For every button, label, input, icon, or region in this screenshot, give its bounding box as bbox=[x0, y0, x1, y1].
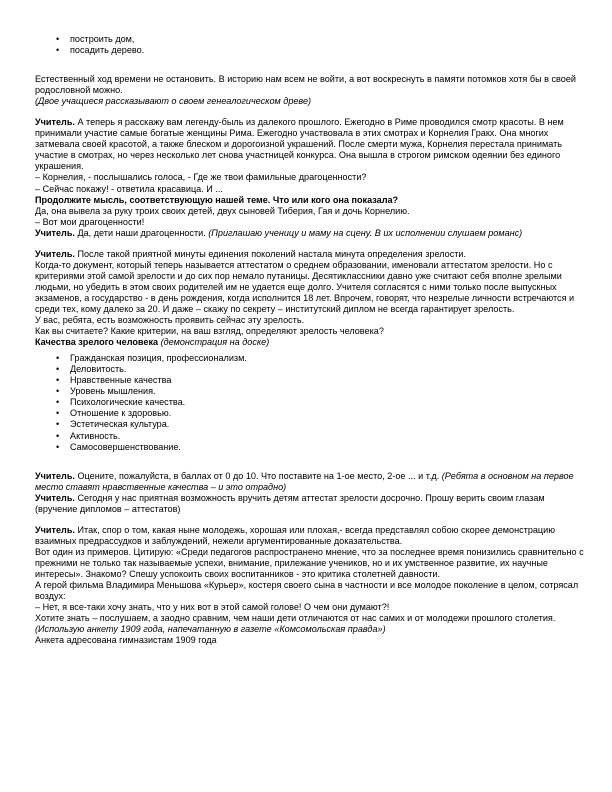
qualities-list bbox=[35, 353, 587, 452]
answer-line: Да, она вывела за руку троих своих детей, двух сыновей Тиберия, Гая и дочь Корнелию. bbox=[35, 205, 410, 216]
teacher-label: Учитель. bbox=[35, 227, 75, 238]
treasures-paragraph bbox=[35, 228, 587, 239]
list-item: • Деловитость. bbox=[70, 364, 587, 375]
survey-line: Анкета адресована гимназистам 1909 года bbox=[35, 635, 217, 646]
list-item: • Самосовершенствование. bbox=[70, 442, 587, 453]
teacher-label: Учитель. bbox=[35, 492, 75, 503]
teacher-label: Учитель. bbox=[35, 470, 75, 481]
qualities-title: Качества зрелого человека bbox=[35, 337, 159, 348]
film-line: А герой фильма Владимира Меньшова «Курьер», костеря своего сына в частности и все молодое поколение в целом, сотрясал воздух: bbox=[35, 580, 579, 602]
survey-note: (Использую анкету 1909 года, напечатанную в газете «Комсомольская правда») bbox=[35, 624, 386, 635]
youth-text: Итак, спор о том, какая ныне молодежь, хорошая или плохая,- всегда представлял собою скорее демонстрацию взаимных предрассудков и заблуждений, нежели аргументированные доказательства. bbox=[35, 524, 556, 546]
qualities-note: (демонстрация на доске) bbox=[158, 337, 270, 348]
question-line: Продолжите мысль, соответствующую нашей теме. Что или кого она показала? bbox=[35, 194, 399, 205]
teacher-label: Учитель. bbox=[35, 117, 75, 128]
certificate-text: Сегодня у нас приятная возможность вручить детям аттестат зрелости досрочно. Прошу верить своим глазам (вручение дипломов – аттестатов) bbox=[35, 492, 545, 514]
list-item: • посадить дерево. bbox=[70, 45, 587, 56]
intro-text: Естественный ход времени не остановить. В историю нам всем не войти, а вот воскреснуть в памяти потомков хотя бы в своей родословной можно. bbox=[35, 74, 576, 96]
maturity-paragraph bbox=[35, 249, 587, 348]
list-item: • Уровень мышления. bbox=[70, 386, 587, 397]
rating-note: (Ребята в основном на первое место ставят нравственные качества – и это отрадно) bbox=[35, 470, 574, 492]
document-page bbox=[35, 34, 587, 646]
list-item: • Нравственные качества bbox=[70, 375, 587, 386]
film-quote: – Нет, я все-таки хочу знать, что у них вот в этой самой голове! О чем они думают?! bbox=[35, 602, 390, 613]
list-item: • Активность. bbox=[70, 431, 587, 442]
treasures-text: Да, дети наши драгоценности. bbox=[74, 227, 209, 238]
intro-note: (Двое учащиеся рассказывают о своем генеалогическом древе) bbox=[35, 96, 312, 107]
rating-paragraph bbox=[35, 471, 587, 493]
intro-paragraph bbox=[35, 74, 587, 107]
maturity-body: Когда-то документ, который теперь называется аттестатом о среднем образовании, именовали аттестатом зрелости. Но с критериями этой самой зрелости и до сих пор немало путаницы. Десятиклассники давно уже считают себя вполне зрелыми людьми, но убедить в этом своих родителей им не удается еще долго. Учителя согласятся с ними только после выпускных экзаменов, а государство - в день рождения, когда исполнится 18 лет. Впрочем, говорят, что незрелые личности встречаются и среди тех, кому далеко за 20. И даже – скажу по секрету – институтский диплом не всегда гарантирует зрелость. bbox=[35, 259, 575, 314]
compare-line: Хотите знать – послушаем, а заодно сравним, чем наши дети отличаются от нас самих и от молодежи прошлого столетия. bbox=[35, 613, 556, 624]
list-item: • Гражданская позиция, профессионализм. bbox=[70, 353, 587, 364]
dialog-line: – Сейчас покажу! - ответила красавица. И ... bbox=[35, 183, 223, 194]
maturity-line: У вас, ребята, есть возможность проявить сейчас эту зрелость. bbox=[35, 315, 305, 326]
legend-text: А теперь я расскажу вам легенду-быль из далекого прошлого. Ежегодно в Риме проводился смотр красоты. В нем принимали участие самые богатые женщины Рима. Ежегодно участвовала в этих смотрах и Корнелия Гракх. Она многих затмевала своей красотой, а также блеском и дорогоизной украшений. После смерти мужа, Корнелия перестала принимать участие в смотрах, но через несколько лет снова участницей конкурса. Она вышла в строгом римском одеянии без единого украшения. bbox=[35, 117, 564, 172]
youth-paragraph bbox=[35, 525, 587, 647]
treasures-note: (Приглашаю ученицу и маму на сцену. В их исполнении слушаем романс) bbox=[208, 227, 523, 238]
dialog-line: – Корнелия, - послышались голоса, - Где же твои фамильные драгоценности? bbox=[35, 172, 367, 183]
quote-line: Вот один из примеров. Цитирую: «Среди педагогов распространено мнение, что за последнее время понизились сравнительно с прежними не только так называемые успехи, внимание, прилежание учеников, но и их умственное развитие, их научные интересы». Знакомо? Спешу успокоить своих воспитанников - это критика столетней давности. bbox=[35, 546, 584, 579]
list-item: • Эстетическая культура. bbox=[70, 419, 587, 430]
legend-paragraph bbox=[35, 117, 587, 227]
teacher-label: Учитель. bbox=[35, 248, 75, 259]
certificate-paragraph bbox=[35, 493, 587, 515]
goals-list bbox=[35, 34, 587, 56]
teacher-label: Учитель. bbox=[35, 524, 75, 535]
list-item: • Отношение к здоровью. bbox=[70, 408, 587, 419]
list-item: • Психологические качества. bbox=[70, 397, 587, 408]
maturity-text: После такой приятной минуты единения поколений настала минута определения зрелости. bbox=[74, 248, 467, 259]
maturity-question: Как вы считаете? Какие критерии, на ваш взгляд, определяют зрелость человека? bbox=[35, 326, 384, 337]
list-item: • построить дом, bbox=[70, 34, 587, 45]
answer-line: – Вот мои драгоценности! bbox=[35, 216, 145, 227]
rating-text: Оцените, пожалуйста, в баллах от 0 до 10. Что поставите на 1-ое место, 2-ое ... и т.д. bbox=[74, 470, 442, 481]
